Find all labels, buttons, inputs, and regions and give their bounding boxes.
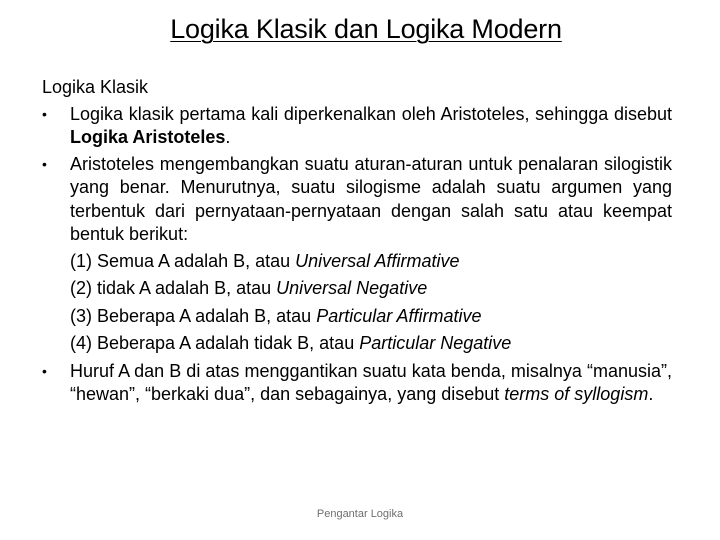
form-1-text: (1) Semua A adalah B, atau [70, 250, 296, 271]
bullet-1-end: . [225, 127, 231, 147]
bullet-3-end: . [648, 384, 654, 404]
form-3-text: (3) Beberapa A adalah B, atau [70, 305, 317, 326]
bullet-item-1 [42, 103, 672, 150]
bullet-text-1 [70, 103, 672, 150]
bullet-text-3 [70, 360, 672, 407]
slide-footer: Pengantar Logika [316, 508, 404, 520]
bullet-icon: • [42, 362, 47, 379]
form-2-text: (2) tidak A adalah B, atau [70, 278, 277, 298]
form-line-3 [70, 305, 672, 329]
bullet-icon: • [42, 105, 47, 122]
syllogism-forms-list [70, 250, 672, 356]
form-line-1 [70, 250, 672, 274]
bullet-3-italic-term: terms of syllogism [504, 384, 649, 404]
bullet-1-text: Logika klasik pertama kali diperkenalkan oleh Aristoteles, sehingga disebut [70, 103, 672, 124]
form-line-2 [70, 277, 672, 301]
bullet-text-2: Aristoteles mengembangkan suatu aturan-aturan untuk penalaran silogistik yang benar. Menurutnya, suatu silogisme adalah suatu argumen yang terbentuk dari pernyataan-pernyataan dengan salah satu atau keempat bentuk berikut: [70, 153, 672, 244]
slide-title: Logika Klasik dan Logika Modern [170, 14, 562, 44]
section-heading: Logika Klasik [42, 77, 149, 97]
bullet-item-3 [42, 360, 672, 407]
slide-body [42, 76, 672, 410]
bullet-3-text: Huruf A dan B di atas menggantikan suatu kata benda, misalnya “manusia”, “hewan”, “berkaki dua”, dan sebagainya, yang disebut [70, 360, 672, 404]
bullet-icon: • [42, 155, 47, 172]
form-line-4 [70, 332, 672, 356]
form-3-term: Particular Affirmative [316, 305, 482, 326]
form-4-text: (4) Beberapa A adalah tidak B, atau [70, 333, 360, 353]
bullet-item-2 [42, 153, 672, 356]
form-2-term: Universal Negative [276, 278, 428, 298]
bullet-1-bold-term: Logika Aristoteles [70, 127, 226, 147]
form-1-term: Universal Affirmative [295, 250, 460, 271]
form-4-term: Particular Negative [359, 333, 512, 353]
